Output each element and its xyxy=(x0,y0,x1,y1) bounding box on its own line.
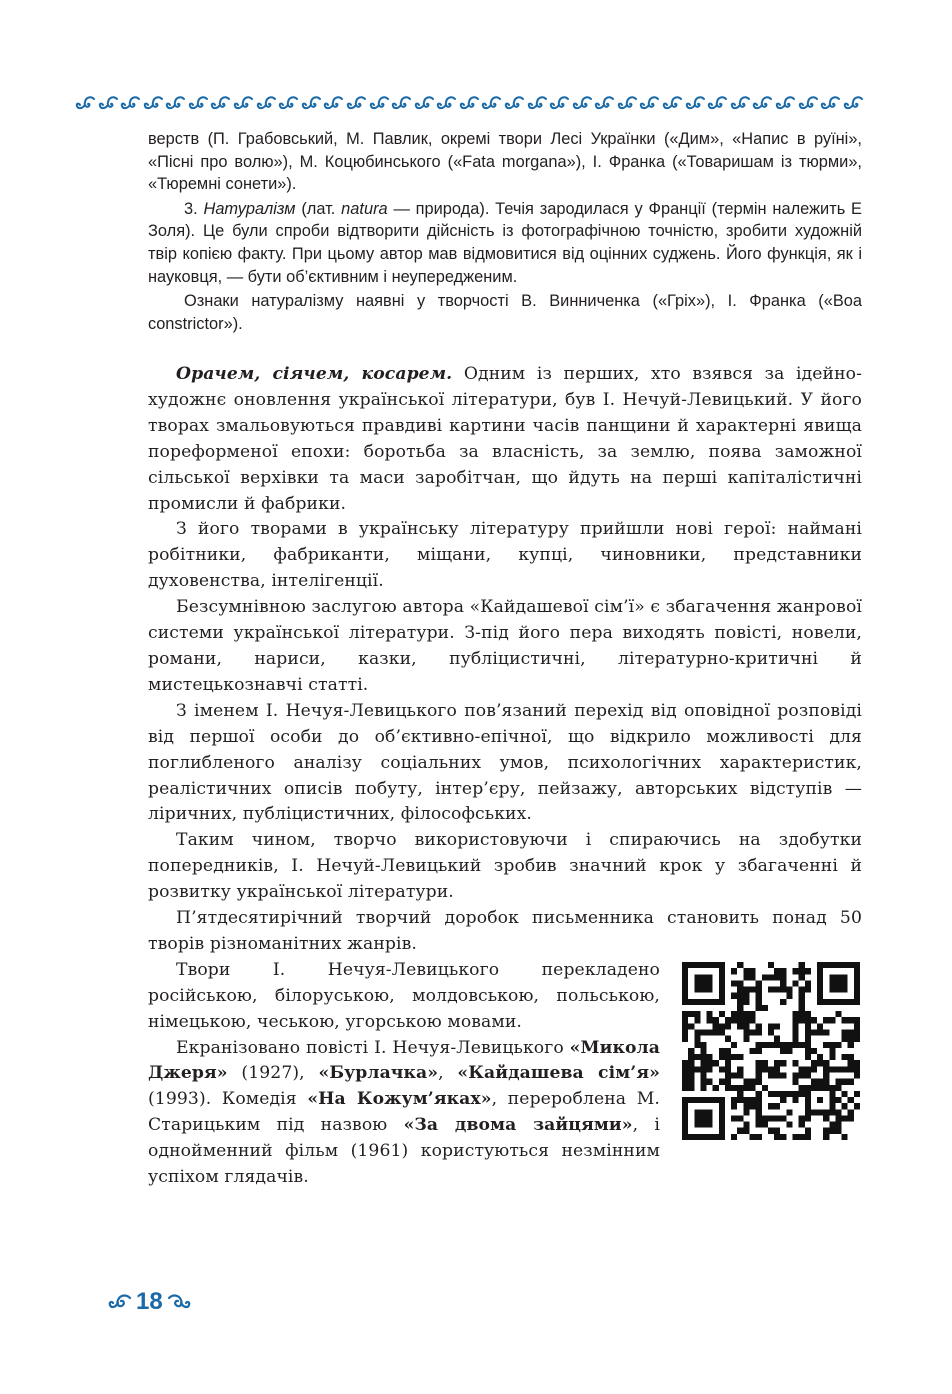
paragraph-3: Безсумнівною заслугою автора «Кайдашевої сім’ї» є збагачення жанрової системи української літератури. З-під його пера виходять повісті, новели, романи, нариси, казки, публіцистичні, літературно-критичні й мистецькознавчі статті. xyxy=(148,597,862,695)
ornament-curl-icon xyxy=(729,95,751,113)
page-number-block xyxy=(108,1286,191,1318)
paragraph-6: П’ятдесятирічний творчий доробок письменника становить понад 50 творів різноманітних жанрів. xyxy=(148,908,862,954)
ornament-curl-icon xyxy=(413,95,435,113)
ornament-border xyxy=(74,93,864,115)
film-title: «За двома зайцями» xyxy=(403,1115,633,1136)
ornament-curl-icon xyxy=(322,95,344,113)
ornament-curl-icon xyxy=(97,95,119,113)
lead-heading: Орачем, сіячем, косарем. xyxy=(176,364,453,384)
ornament-curl-icon xyxy=(255,95,277,113)
qr-code-image xyxy=(682,962,860,1140)
ornament-curl-icon xyxy=(751,95,773,113)
intro-paragraph-1: верств (П. Грабовський, М. Павлик, окремі твори Лесі Українки («Дим», «Напис в руїні», «Пісні про волю»), М. Коцюбинського («Fata morgana»), І. Франка («Товаришам із тюрми», «Тюремні сонети»). xyxy=(148,130,862,194)
paragraph-4: З іменем І. Нечуя-Левицького пов’язаний перехід від оповідної розповіді від першої особи до об’єктивно-епічної, що відкрило можливості для поглибленого аналізу соціальних умов, психологічних характеристик, реалістичних описів побуту, інтер’єру, пейзажу, авторських відступів — ліричних, публіцистичних, філософських. xyxy=(148,700,862,825)
ornament-curl-icon xyxy=(119,95,141,113)
page-number: 18 xyxy=(136,1288,163,1315)
ornament-curl-icon xyxy=(774,95,796,113)
ornament-curl-icon xyxy=(480,95,502,113)
ornament-curl-icon xyxy=(142,95,164,113)
ornament-curl-icon xyxy=(503,95,525,113)
ornament-curl-icon xyxy=(209,95,231,113)
ornament-curl-icon xyxy=(548,95,570,113)
text-fragment: Одним із перших, хто взявся за ідейно-художнє оновлення української літератури, був І. Нечуй-Левицький. У його творах змальовуються правдиві картини часів панщини й характерні явища пореформеної епохи: боротьба за власність, за землю, поява заможної сільської верхівки та маси заробітчан, що йдуть на перші капіталістичні промисли й фабрики. xyxy=(148,364,863,514)
ornament-curl-icon xyxy=(797,95,819,113)
ornament-curl-icon xyxy=(345,95,367,113)
film-title: «Микола Джеря» xyxy=(148,1037,660,1084)
ornament-curl-icon xyxy=(277,95,299,113)
intro-paragraph-3: Ознаки натуралізму наявні у творчості В. Винниченка («Гріх»), І. Франка («Boa constrictor»). xyxy=(148,292,862,333)
ornament-curl-icon xyxy=(435,95,457,113)
text-fragment: Екранізовано повісті І. Нечуя-Левицького xyxy=(176,1037,570,1058)
ornament-curl-icon xyxy=(458,95,480,113)
ornament-curl-icon xyxy=(164,95,186,113)
ornament-curl-icon xyxy=(232,95,254,113)
ornament-curl-icon xyxy=(187,95,209,113)
ornament-curl-icon xyxy=(74,95,96,113)
term-naturalism: Натуралізм xyxy=(203,199,296,218)
paragraph-7: Твори І. Нечуя-Левицького перекладено російською, білоруською, молдовською, польською, німецькою, чеською, угорською мовами. xyxy=(148,959,660,1032)
right-curl-ornament-icon xyxy=(167,1293,191,1311)
film-title: «На Кожум’яках» xyxy=(307,1089,492,1110)
ornament-curl-icon xyxy=(661,95,683,113)
qr-code[interactable] xyxy=(674,962,862,1148)
main-text xyxy=(148,362,862,1191)
ornament-curl-icon xyxy=(684,95,706,113)
ornament-curl-icon xyxy=(300,95,322,113)
ornament-curl-icon xyxy=(526,95,548,113)
ornament-curl-icon xyxy=(706,95,728,113)
paragraph-5: Таким чином, творчо використовуючи і спираючись на здобутки попередників, І. Нечуй-Левицький зробив значний крок у збагаченні й розвитку української літератури. xyxy=(148,830,862,903)
ornament-curl-icon xyxy=(368,95,390,113)
intro-paragraph-naturalism xyxy=(148,198,862,288)
ornament-curl-icon xyxy=(616,95,638,113)
ornament-curl-icon xyxy=(390,95,412,113)
ornament-curl-icon xyxy=(571,95,593,113)
text-fragment: (лат. xyxy=(295,199,342,218)
text-fragment: , і однойменний фільм (1961) користуються незмінним успіхом глядачів. xyxy=(148,1115,660,1188)
paragraph-2: З його творами в українську літературу прийшли нові герої: наймані робітники, фабриканти, міщани, купці, чиновники, представники духовенства, інтелігенції. xyxy=(148,519,862,592)
list-number: 3. xyxy=(184,199,204,218)
ornament-curl-icon xyxy=(638,95,660,113)
intro-section xyxy=(148,128,862,335)
paragraph-1 xyxy=(148,362,862,517)
latin-term: natura xyxy=(341,199,388,218)
left-curl-ornament-icon xyxy=(108,1293,132,1311)
ornament-curl-icon xyxy=(819,95,841,113)
text-fragment: — природа). Течія зародилася у Франції (термін належить Е Золя). Це були спроби відтворити дійсність із фотографічною точністю, зробити художній твір копією факту. При цьому автор мав відмовитися від оцінних суджень. Його функція, як і науковця, — бути об’єктивним і неупередженим. xyxy=(148,199,862,286)
film-title: «Кайдашева сім’я» xyxy=(457,1063,660,1084)
text-fragment: , перероблена М. Старицьким під назвою xyxy=(148,1089,660,1136)
ornament-curl-icon xyxy=(842,95,864,113)
text-fragment: (1993). Комедія xyxy=(148,1089,308,1110)
ornament-curl-icon xyxy=(593,95,615,113)
text-fragment: (1927), xyxy=(227,1063,319,1084)
text-fragment: , xyxy=(438,1063,458,1084)
film-title: «Бурлачка» xyxy=(318,1063,439,1084)
